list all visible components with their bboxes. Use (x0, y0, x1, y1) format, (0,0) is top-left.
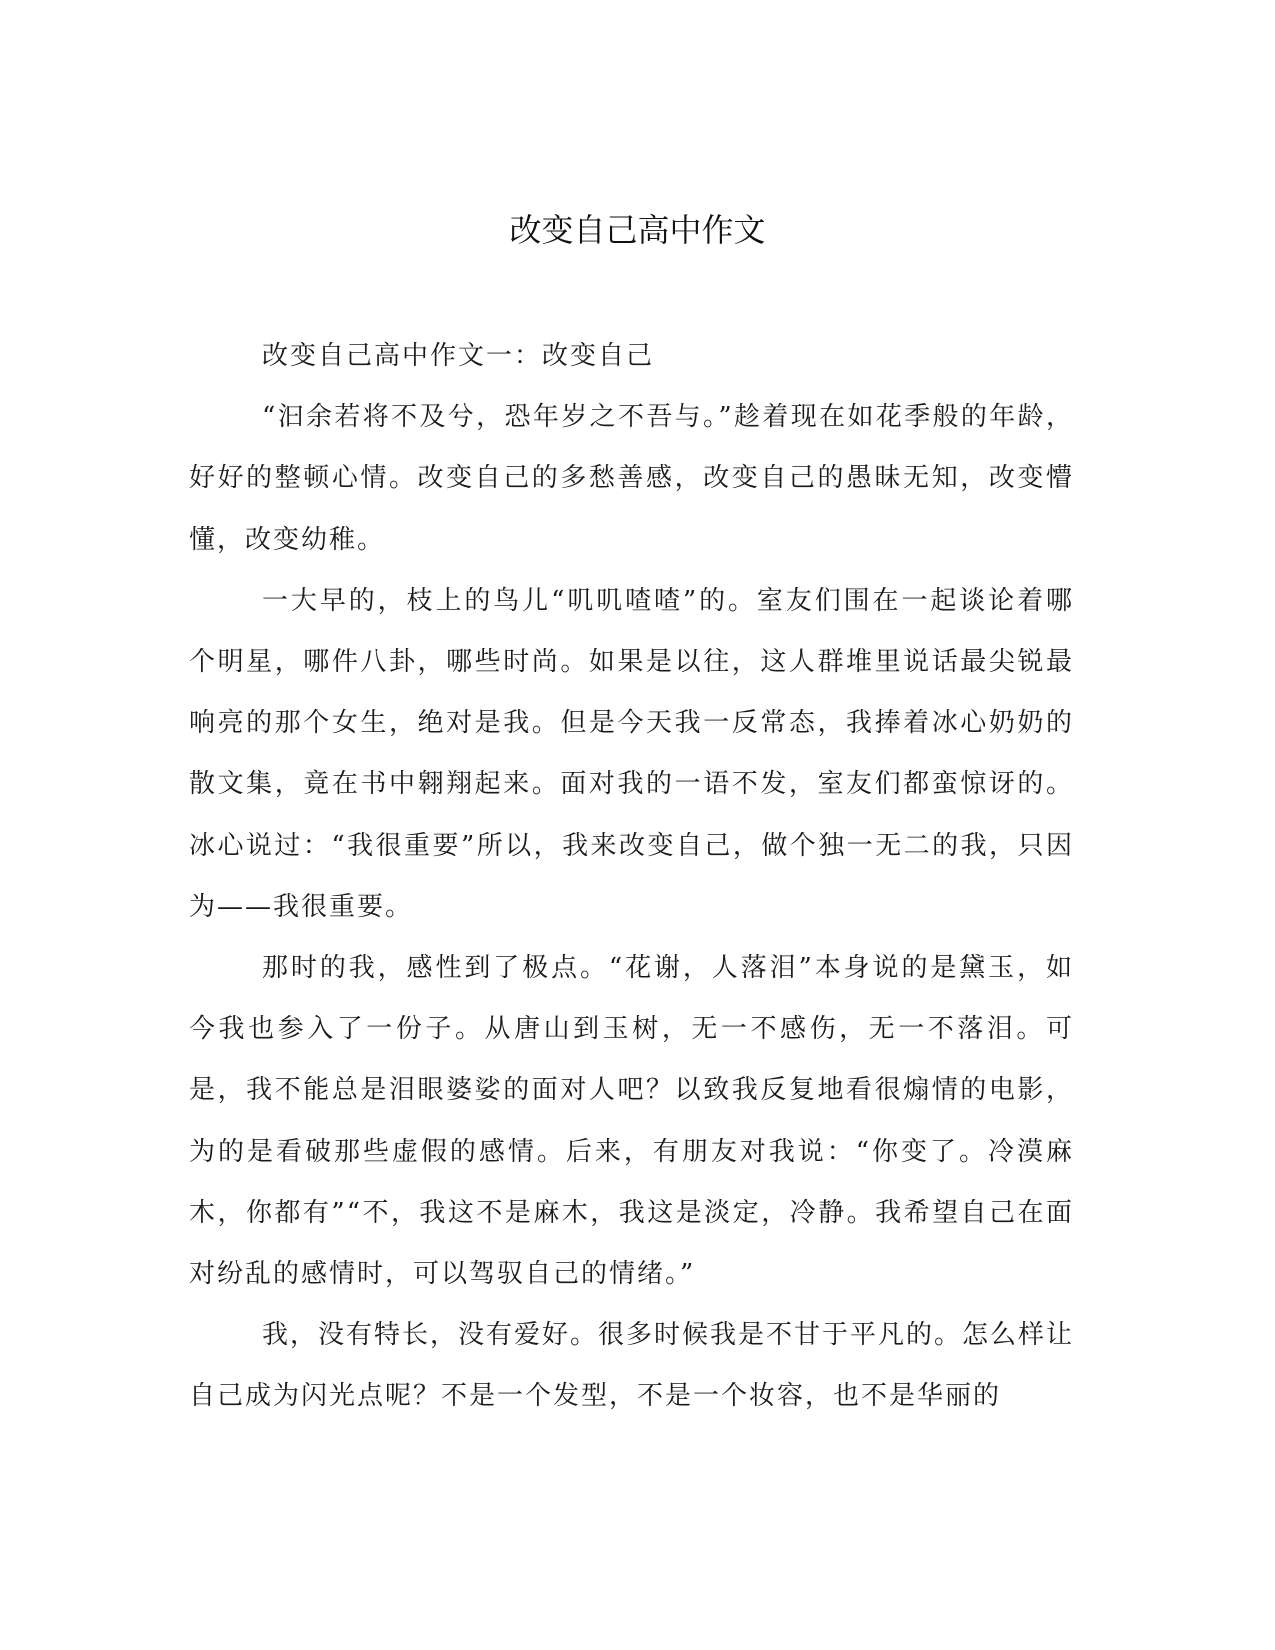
body-paragraph: 我，没有特长，没有爱好。很多时候我是不甘于平凡的。怎么样让自己成为闪光点呢？不是一个发型，不是一个妆容，也不是华丽的 (189, 1320, 1075, 1412)
body-paragraph: 一大早的，枝上的鸟儿“叽叽喳喳”的。室友们围在一起谈论着哪个明星，哪件八卦，哪些时尚。如果是以往，这人群堆里说话最尖锐最响亮的那个女生，绝对是我。但是今天我一反常态，我捧着冰心奶奶的散文集，竟在书中翱翔起来。面对我的一语不发，室友们都蛮惊讶的。冰心说过：“我很重要”所以，我来改变自己，做个独一无二的我，只因为——我很重要。 (189, 585, 1074, 922)
body-paragraph: 那时的我，感性到了极点。“花谢，人落泪”本身说的是黛玉，如今我也参入了一份子。从唐山到玉树，无一不感伤，无一不落泪。可是，我不能总是泪眼婆娑的面对人吧？以致我反复地看很煽情的电影，为的是看破那些虚假的感情。后来，有朋友对我说：“你变了。冷漠麻木，你都有”“不，我这不是麻木，我这是淡定，冷静。我希望自己在面对纷乱的感情时，可以驾驭自己的情绪。” (189, 953, 1074, 1290)
section-heading: 改变自己高中作文一：改变自己 (262, 341, 655, 371)
document-body (189, 326, 1074, 1428)
body-paragraph: “汩余若将不及兮，恐年岁之不吾与。”趁着现在如花季般的年龄，好好的整顿心情。改变自己的多愁善感，改变自己的愚昧无知，改变懵懂，改变幼稚。 (189, 402, 1074, 555)
document-title: 改变自己高中作文 (509, 211, 766, 249)
